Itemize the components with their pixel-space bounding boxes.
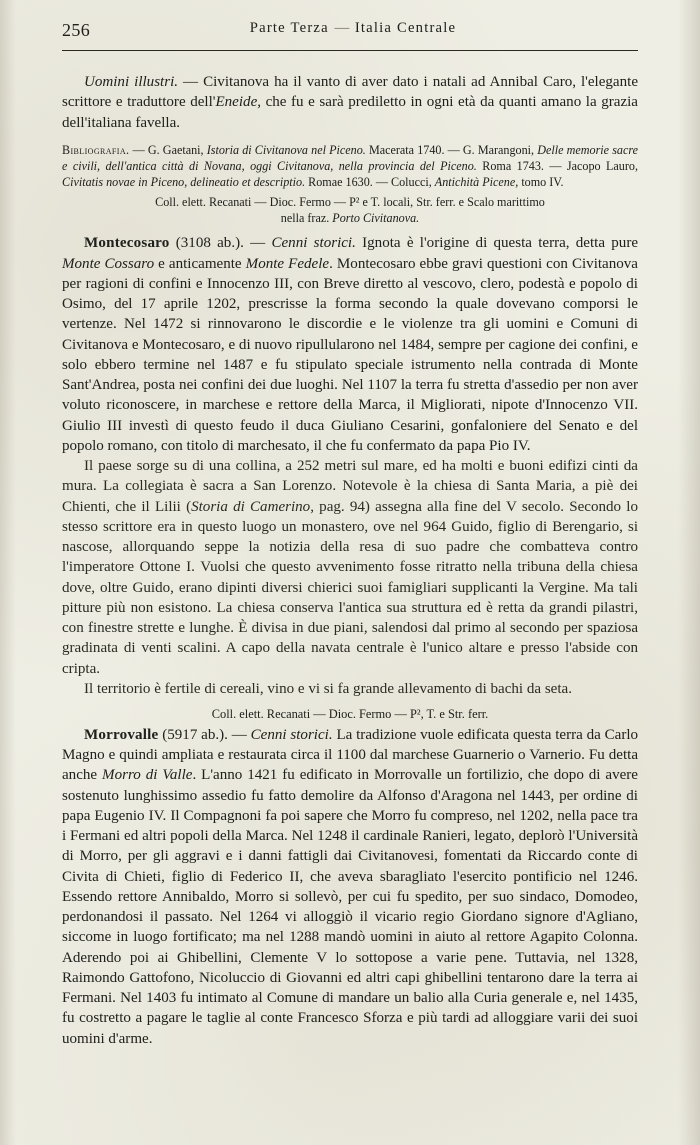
- section-uomini-illustri: [62, 72, 638, 133]
- running-head-region: Italia Centrale: [354, 20, 457, 36]
- subheading-cenni-storici-2: Cenni storici.: [250, 726, 333, 743]
- entry-dash: —: [250, 235, 266, 252]
- running-head-title: [62, 20, 638, 37]
- population-morrovalle: (5917 ab.).: [162, 726, 228, 743]
- page-content: [62, 20, 638, 1049]
- entry-heading-montecosaro: Montecosaro: [84, 235, 170, 252]
- section-montecosaro: [62, 233, 638, 456]
- bibliography-entries: G. Gaetani, Istoria di Civitanova nel Piceno. Macerata 1740. — G. Marangoni, Delle memorie sacre e civili, dell'antica città di Novana, oggi Civitanova, nella provincia del Piceno. Roma 1743. — Jacopo Lauro, Civitatis novae in Piceno, delineatio et descriptio. Romae 1630. — Colucci, Antichità Picene, tomo IV.: [62, 142, 639, 190]
- population-montecosaro: (3108 ab.).: [175, 235, 244, 252]
- coll-note-line-2-prefix: nella fraz.: [280, 211, 333, 226]
- coll-note-fraction-name: Porto Civitanova.: [332, 211, 420, 226]
- coll-note-line-1: Coll. elett. Recanati — Dioc. Fermo — P² e T. locali, Str. ferr. e Scalo marittimo: [155, 195, 545, 210]
- montecosaro-paragraph-1: Ignota è l'origine di questa terra, detta pure Monte Cossaro e anticamente Monte Fedele. Montecosaro ebbe gravi questioni con Civitanova per ragioni di confini e Innocenzo III, con Breve diretto al vescovo, clero, podestà e popolo di Osimo, del 17 aprile 1202, prescrisse la forma secondo la quale dovevano comporsi le vertenze. Nel 1472 si rinnovarono le discordie e le violenze tra gli uomini e Comuni di Civitanova e Montecosaro, e di nuovo ripullularono nel 1484, sempre per cagione dei confini, e solo ebbero termine nel 1487 e fu stipulato speciale istrumento nella contrada di Monte Sant'Andrea, posta nei confini dei due luoghi. Nel 1107 la terra fu stretta d'assedio per non aver voluto riconoscere, in marchese e rettore della Marca, il Migliorati, nipote d'Innocenzo VII. Giulio III investì di questo feudo il duca Giuliano Cesarini, gonfaloniere del Senato e del popolo romano, con titolo di marchesato, il che fu confermato da papa Pio IV.: [62, 235, 639, 454]
- header-rule: [62, 50, 638, 51]
- running-head-separator: —: [334, 20, 350, 36]
- running-head: [62, 20, 638, 46]
- montecosaro-paragraph-2: Il paese sorge su di una collina, a 252 metri sul mare, ed ha molti e buoni edifizi cinti da mura. La collegiata è sacra a San Lorenzo. Notevole è la chiesa di Santa Maria, a piè dei Chienti, che il Lilii (Storia di Camerino, pag. 94) assegna alla fine del V secolo. Secondo lo stesso scrittore era in questo luogo un monastero, ove nel 964 Guido, figlio di Berengario, si nascose, allorquando seppe la notizia della resa di suo padre che combatteva contro l'imperatore Ottone I. Vuolsi che questo avvenimento fosse ritratto nella tribuna della chiesa dove, oltre Guido, erano dipinti diversi chierici suoi famigliari supplicanti la Vergine. Ma tali pitture più non esistono. La chiesa conserva l'antica sua struttura ed è retta da grandi pilastri, con finestre strette e lunghe. È divisa in due piani, salendosi dal primo al secondo per spaziosa gradinata di venti scalini. A capo della navata centrale è l'unico altare e presso l'abside con cripta.: [62, 458, 638, 677]
- montecosaro-paragraph-3: Il territorio è fertile di cereali, vino e vi si fa grande allevamento di bachi da seta.: [84, 680, 572, 697]
- page-edge-shadow-right: [678, 0, 700, 1145]
- entry-dash-2: —: [231, 726, 247, 743]
- bibliography-block: [62, 142, 638, 190]
- paragraph-text-a: Civitanova ha il vanto di aver dato i natali ad Annibal Caro, l'elegante scrittore e traduttore dell': [62, 74, 638, 111]
- bibliography-label: Bibliografia.: [62, 142, 130, 157]
- body-text: [62, 72, 638, 1049]
- em-dash: —: [183, 74, 199, 90]
- section-heading: Uomini illustri.: [84, 74, 179, 90]
- coll-note-montecosaro: Coll. elett. Recanati — Dioc. Fermo — P², T. e Str. ferr.: [211, 707, 489, 722]
- coll-note-civitanova: [62, 194, 638, 226]
- page-edge-shadow-left: [0, 0, 16, 1145]
- entry-heading-morrovalle: Morrovalle: [84, 726, 159, 743]
- paragraph-text-b: , che fu e sarà prediletto in ogni età da quanti amano la grazia dell'italiana favella.: [62, 94, 638, 131]
- section-morrovalle: [62, 725, 638, 1049]
- folio-number: 256: [62, 20, 91, 40]
- running-head-part: Parte Terza: [249, 20, 329, 36]
- morrovalle-paragraph-1: La tradizione vuole edificata questa terra da Carlo Magno e quindi ampliata e restaurata circa il 1100 dal marchese Guarnerio o Varnerio. Fu detta anche Morro di Valle. L'anno 1421 fu edificato in Morrovalle un fortilizio, che dopo di avere sostenuto lunghissimo assedio fu fatto demolire da Alfonso d'Aragona nel 1443, per ordine di papa Eugenio IV. Il Compagnoni fa poi sapere che Morro fu compreso, nel 1202, nella pace tra i Fermani ed altri popoli della Marca. Nel 1248 il cardinale Ranieri, legato, deplorò l'Università di Morro, per gli aggravi e i danni fattigli dai Civitanovesi, fomentati da Riccardo conte di Civita di Chieti, figlio di Federico II, che aveva sbaragliato l'esercito pontificio nel 1246. Essendo rettore Annibaldo, Morro si sollevò, per cui fu spedito, per suo sindaco, Domodeo, perdonandosi il passato. Nel 1264 vi alloggiò il vicario regio Giordano signore d'Agliano, siccome in luogo fortificato; ma nel 1288 mandò uomini in aiuto al rettore Agapito Colonna. Aderendo poi ai Ghibellini, Clemente V lo sottopose a varie pene. Tuttavia, nel 1328, Raimondo Gattofono, Nicoluccio di Giovanni ed altri capi ghibellini tentarono dare la terra ai Fermani. Nel 1403 fu intimato al Comune di mandare un balio alla Curia generale e, nel 1435, fu costretto a pagare le taglie al conte Francesco Sforza e più tardi ad alloggiare varii dei suoi uomini d'arme.: [62, 726, 639, 1047]
- subheading-cenni-storici: Cenni storici.: [271, 235, 356, 252]
- bibliography-dash: —: [132, 142, 145, 157]
- work-title-eneide: Eneide: [215, 94, 258, 111]
